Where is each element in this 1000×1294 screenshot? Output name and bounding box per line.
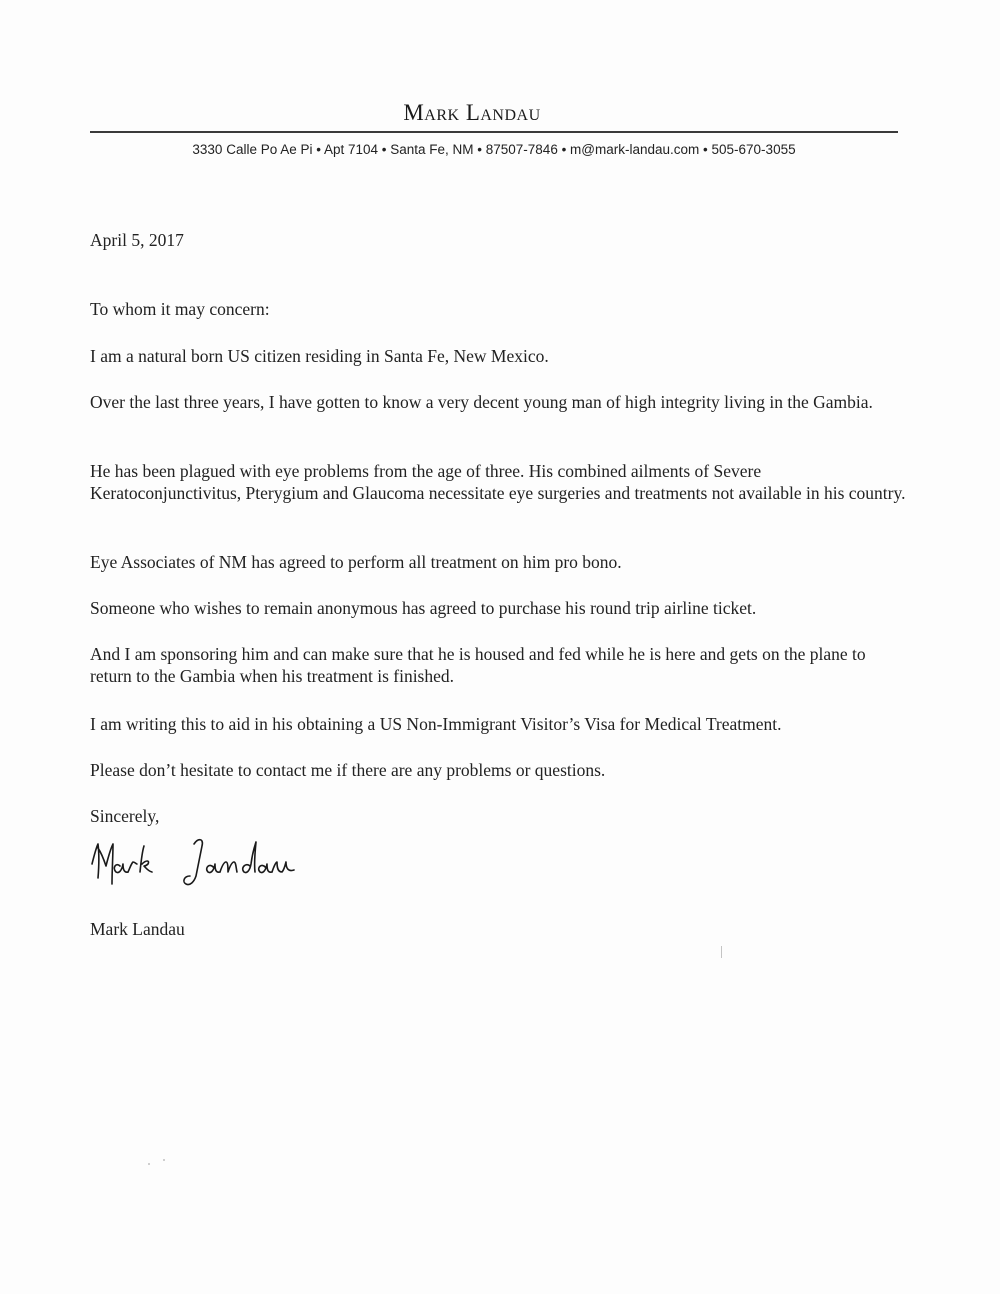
scan-speck <box>148 1163 150 1165</box>
letter-printed-name: Mark Landau <box>90 919 185 939</box>
handwritten-signature <box>86 826 326 906</box>
letter-paragraph: Eye Associates of NM has agreed to perform all treatment on him pro bono. <box>90 552 622 572</box>
scan-speck <box>163 1159 165 1161</box>
letterhead-address: 3330 Calle Po Ae Pi • Apt 7104 • Santa Fe, NM • 87507-7846 • m@mark-landau.com • 505-670-3055 <box>192 142 796 157</box>
letter-salutation: To whom it may concern: <box>90 299 270 319</box>
letter-date: April 5, 2017 <box>90 230 184 250</box>
letter-paragraph: Someone who wishes to remain anonymous has agreed to purchase his round trip airline ticket. <box>90 598 757 618</box>
scan-speck <box>721 946 722 958</box>
letter-paragraph: And I am sponsoring him and can make sure that he is housed and fed while he is here and gets on the plane to return to the Gambia when his treatment is finished. <box>90 644 866 686</box>
letter-paragraph: Over the last three years, I have gotten to know a very decent young man of high integrity living in the Gambia. <box>90 392 873 412</box>
letterhead-rule <box>90 131 898 133</box>
letter-paragraph: He has been plagued with eye problems from the age of three. His combined ailments of Severe Keratoconjunctivitus, Pterygium and Glaucoma necessitate eye surgeries and treatments not available in his country. <box>90 461 906 503</box>
letter-paragraph: I am a natural born US citizen residing in Santa Fe, New Mexico. <box>90 346 549 366</box>
letter-closing: Sincerely, <box>90 806 160 826</box>
letterhead-name: Mark Landau <box>403 100 541 125</box>
letter-paragraph: Please don’t hesitate to contact me if there are any problems or questions. <box>90 760 606 780</box>
letter-paragraph: I am writing this to aid in his obtaining a US Non-Immigrant Visitor’s Visa for Medical Treatment. <box>90 714 782 734</box>
